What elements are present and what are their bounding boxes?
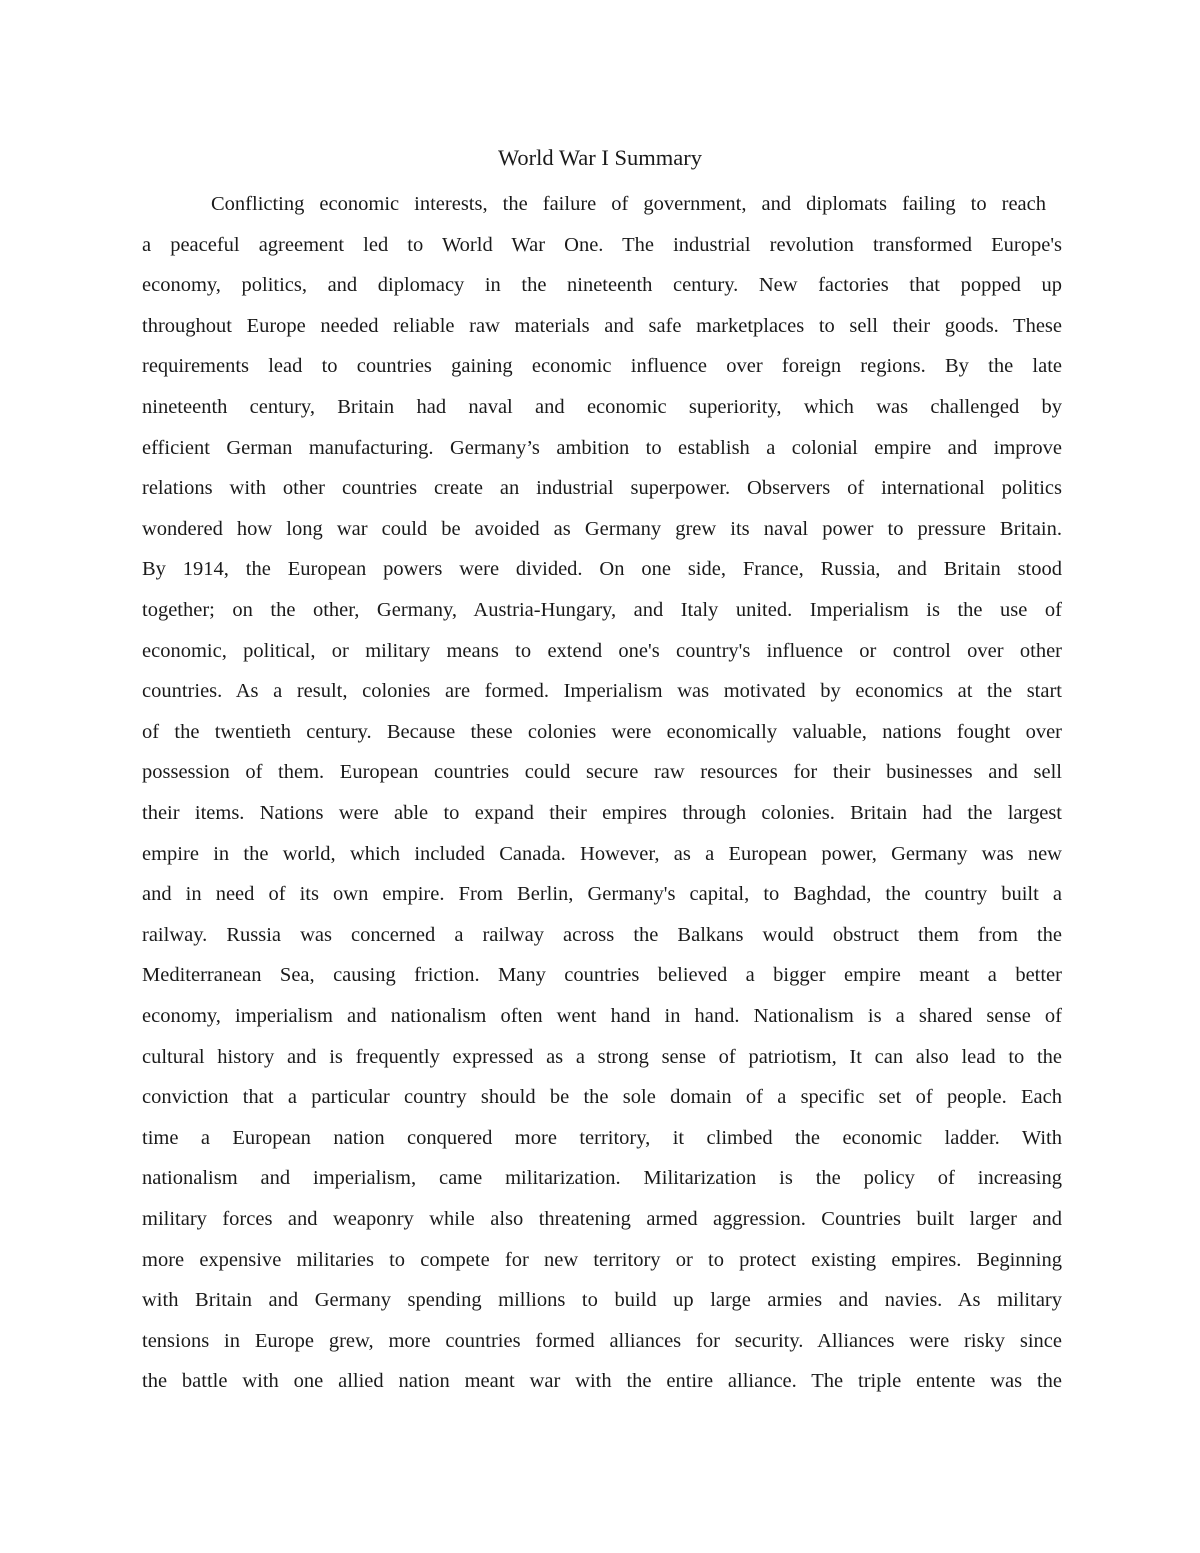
body-line: Mediterranean Sea, causing friction. Many countries believed a bigger empire meant a better: [142, 964, 1062, 987]
body-line: and in need of its own empire. From Berlin, Germany's capital, to Baghdad, the country built a: [142, 883, 1062, 906]
body-line: their items. Nations were able to expand their empires through colonies. Britain had the largest: [142, 802, 1062, 824]
body-line: possession of them. European countries could secure raw resources for their businesses and sell: [142, 761, 1062, 784]
body-line: empire in the world, which included Canada. However, as a European power, Germany was new: [142, 842, 1062, 865]
body-line: By 1914, the European powers were divided. On one side, France, Russia, and Britain stood: [142, 558, 1062, 581]
body-line: economy, imperialism and nationalism often went hand in hand. Nationalism is a shared sense of: [142, 1005, 1062, 1027]
body-line: a peaceful agreement led to World War One. The industrial revolution transformed Europe's: [142, 233, 1062, 256]
body-line: of the twentieth century. Because these colonies were economically valuable, nations fought over: [142, 720, 1062, 743]
body-line: together; on the other, Germany, Austria-Hungary, and Italy united. Imperialism is the use of: [142, 599, 1062, 621]
body-line: time a European nation conquered more territory, it climbed the economic ladder. With: [142, 1126, 1062, 1149]
body-line: countries. As a result, colonies are formed. Imperialism was motivated by economics at the start: [142, 680, 1062, 703]
body-line: railway. Russia was concerned a railway across the Balkans would obstruct them from the: [142, 923, 1062, 946]
body-line: economic, political, or military means to extend one's country's influence or control over other: [142, 639, 1062, 662]
body-line: economy, politics, and diplomacy in the nineteenth century. New factories that popped up: [142, 274, 1062, 297]
body-line: relations with other countries create an industrial superpower. Observers of international politics: [142, 477, 1062, 500]
body-line: military forces and weaponry while also threatening armed aggression. Countries built larger and: [142, 1208, 1062, 1230]
body-line: conviction that a particular country should be the sole domain of a specific set of people. Each: [142, 1086, 1062, 1109]
body-line: Conflicting economic interests, the failure of government, and diplomats failing to reach: [211, 193, 1046, 215]
body-line: more expensive militaries to compete for new territory or to protect existing empires. Beginning: [142, 1248, 1062, 1271]
body-line: nationalism and imperialism, came militarization. Militarization is the policy of increasing: [142, 1167, 1062, 1190]
body-line: nineteenth century, Britain had naval and economic superiority, which was challenged by: [142, 396, 1062, 418]
body-line: requirements lead to countries gaining economic influence over foreign regions. By the late: [142, 355, 1062, 378]
body-line: efficient German manufacturing. Germany’s ambition to establish a colonial empire and improve: [142, 436, 1062, 459]
document-title: World War I Summary: [497, 145, 703, 170]
body-line: throughout Europe needed reliable raw materials and safe marketplaces to sell their goods. These: [142, 314, 1062, 337]
body-line: wondered how long war could be avoided as Germany grew its naval power to pressure Britain.: [142, 517, 1062, 540]
body-line: cultural history and is frequently expressed as a strong sense of patriotism, It can also lead to the: [142, 1045, 1062, 1068]
body-line: the battle with one allied nation meant war with the entire alliance. The triple entente was the: [142, 1370, 1062, 1393]
body-line: tensions in Europe grew, more countries formed alliances for security. Alliances were risky since: [142, 1329, 1062, 1352]
body-line: with Britain and Germany spending millions to build up large armies and navies. As military: [142, 1289, 1062, 1312]
